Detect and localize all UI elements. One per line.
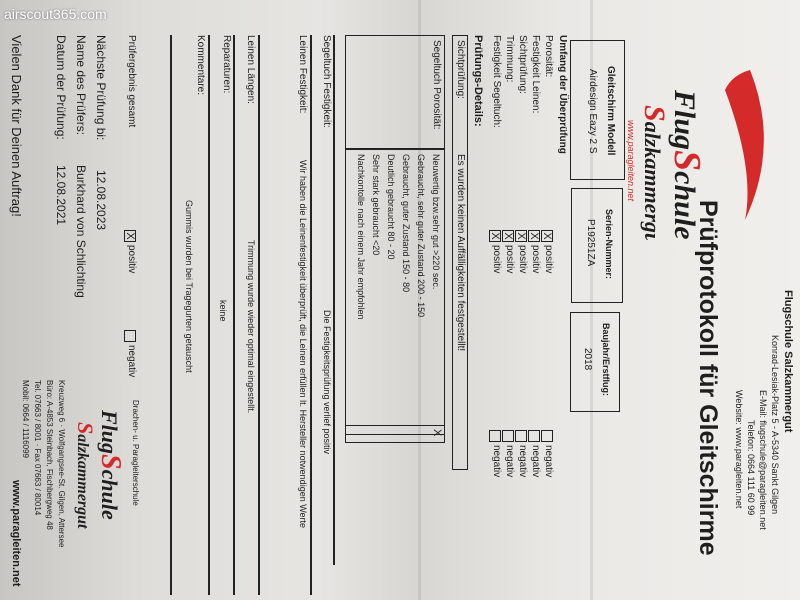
neg-label: negativ: [504, 445, 515, 478]
poro-row: Neuwertig bzw.sehr gut >220 sec.: [431, 154, 441, 290]
pos-label: positiv: [491, 245, 502, 274]
laengen-value: Trimmung wurde wieder optimal eingestellt.: [246, 240, 256, 414]
address: Konrad-Lesiak-Platz 5 - A-5340 Sankt Gilgen: [770, 335, 780, 515]
school-stamp: [0, 380, 140, 590]
svg-text:www.paragleiten.net: www.paragleiten.net: [626, 120, 636, 202]
scope-pos-checkbox[interactable]: X: [541, 230, 553, 242]
scope-pos-checkbox[interactable]: X: [502, 230, 514, 242]
scope-neg-checkbox[interactable]: [541, 430, 553, 442]
scope-label: Sichtprüfung:: [517, 35, 528, 94]
scope-label: Festigkeit Segeltuch:: [491, 35, 502, 128]
serial-value: P19251ZA: [585, 219, 596, 267]
model-value: Airdesign Eazy 2 S: [587, 69, 598, 154]
laengen-label: Leinen Längen:: [245, 35, 256, 104]
leinen-label: Leinen Festigkeit:: [297, 35, 308, 114]
stamp-mobile: Mobil: 0664 / 1116099: [21, 380, 30, 458]
name-label: Name des Prüfers:: [74, 35, 88, 136]
scope-title: Umfang der Überprüfung: [557, 35, 568, 154]
neg-label: negativ: [491, 445, 502, 478]
poro-row: Nachkontolle nach einem Jahr empfohlen: [356, 154, 366, 320]
serial-label: Serien-Nummer:: [604, 209, 614, 280]
poro-mark-column: [345, 425, 445, 443]
stamp-url: www.paragleiten.net: [10, 480, 22, 587]
stamp-phone: Tel. 07663 / 8001 · Fax 07663 / 80014: [33, 380, 42, 516]
row-line: [234, 35, 236, 595]
neg-label: negativ: [517, 445, 528, 478]
row-line: [209, 35, 211, 595]
year-box: [570, 312, 620, 412]
divider: [346, 148, 444, 150]
sicht-value: Es wurden keinen Auffälligkeiten festgestellt!: [455, 154, 466, 352]
details-title: Prüfungs-Details:: [472, 35, 484, 127]
reparaturen-label: Reparaturen:: [221, 35, 232, 94]
website: Website: www.paragleiten.net: [734, 390, 744, 509]
poro-row: Deutlich gebraucht 80 - 20: [386, 154, 396, 260]
scope-pos-checkbox[interactable]: X: [489, 230, 501, 242]
row-line: [311, 35, 313, 595]
segel-label: Segeltuch Festigkeit:: [321, 35, 332, 128]
neg-label: negativ: [530, 445, 541, 478]
scope-label: Festigkeit Leinen:: [530, 35, 541, 114]
svg-text:FlugSchule: FlugSchule: [95, 410, 126, 520]
page-title: Prüfprotokoll für Gleitschirme: [694, 200, 722, 556]
result-neg-label: negativ: [126, 345, 137, 378]
serial-box: [571, 188, 623, 303]
model-box: [570, 40, 625, 180]
row-line: [259, 35, 261, 595]
poro-label: Segeltuch Porosität:: [431, 40, 442, 130]
pos-label: positiv: [504, 245, 515, 274]
scope-pos-checkbox[interactable]: X: [528, 230, 540, 242]
stamp-address2: Büro: A-4853 Steinbach, Fischbergweg 48: [45, 380, 54, 530]
kommentare-label: Kommentare:: [195, 35, 206, 96]
reparaturen-value: keine: [218, 300, 228, 322]
date-label: Datum der Prüfung:: [54, 35, 68, 140]
result-neg-checkbox[interactable]: [124, 330, 136, 342]
poro-mark[interactable]: X: [431, 429, 443, 437]
scope-neg-checkbox[interactable]: [515, 430, 527, 442]
segel-value: Die Festigkeitsprüfung verlief positiv: [322, 310, 332, 455]
leinen-value: Wir haben die Leinenfestigkeit überprüft, die Leinen erfüllen lt. Hersteller notwendigen Werte: [298, 160, 308, 529]
stamp-address1: Kreuzweg 6 · Wolfgangsee-St. Gilgen, Attersee: [57, 380, 66, 548]
thanks-message: Vielen Dank für Deinen Auftrag!: [9, 35, 24, 217]
school-logo: [620, 50, 770, 240]
pos-label: positiv: [530, 245, 541, 274]
name-value: Burkhard von Schlichting: [74, 165, 88, 298]
date-value: 12.08.2021: [54, 165, 68, 226]
swoosh-logo-icon: [620, 50, 770, 240]
scope-label: Porosität:: [543, 35, 554, 78]
phone: Telefon: 0664 111 60 99: [746, 420, 756, 516]
pos-label: positiv: [543, 245, 554, 274]
svg-text:FlugSchule: FlugSchule: [666, 90, 708, 240]
porosity-block: [345, 35, 445, 435]
year-value: 2018: [582, 348, 593, 371]
result-label: Prüfergebnis gesamt: [126, 35, 137, 128]
poro-row: Gebraucht, guter Zustand 150 - 80: [401, 154, 411, 293]
sicht-label: Sichtprüfung:: [455, 40, 466, 99]
row-line: [171, 35, 173, 595]
stamp-logo-icon: [70, 400, 130, 580]
scope-neg-checkbox[interactable]: [489, 430, 501, 442]
next-label: Nächste Prüfung bi:: [94, 35, 108, 141]
scope-neg-checkbox[interactable]: [502, 430, 514, 442]
scope-label: Trimmung:: [504, 35, 515, 83]
poro-row: Sehr stark gebraucht <20: [371, 154, 381, 256]
model-label: Gleitschirm Modell: [605, 66, 616, 156]
kommentare-value: Gummis wurden bei Tragegurten getauscht: [184, 200, 194, 373]
email: E-Mail: flugschule@paragleiten.net: [758, 390, 768, 530]
row-line: [334, 35, 336, 565]
school-name: Flugschule Salzkammergut: [782, 290, 794, 433]
next-value: 12.08.2023: [94, 170, 108, 231]
year-label: Baujahr/Erstflug:: [601, 323, 611, 397]
scope-pos-checkbox[interactable]: X: [515, 230, 527, 242]
svg-text:Salzkammergut: Salzkammergut: [638, 105, 671, 240]
sicht-row: [452, 35, 468, 470]
result-pos-checkbox[interactable]: X: [124, 230, 136, 242]
svg-text:Salzkammergut: Salzkammergut: [73, 422, 98, 529]
stamp-top: Drachen- u. Paragleiterschule: [131, 400, 140, 506]
scope-neg-checkbox[interactable]: [528, 430, 540, 442]
poro-row: Gebraucht, sehr guter Zustand 200 - 150: [416, 154, 426, 318]
pos-label: positiv: [517, 245, 528, 274]
result-pos-label: positiv: [126, 245, 137, 274]
neg-label: negativ: [543, 445, 554, 478]
watermark: airscout365.com: [4, 6, 107, 22]
